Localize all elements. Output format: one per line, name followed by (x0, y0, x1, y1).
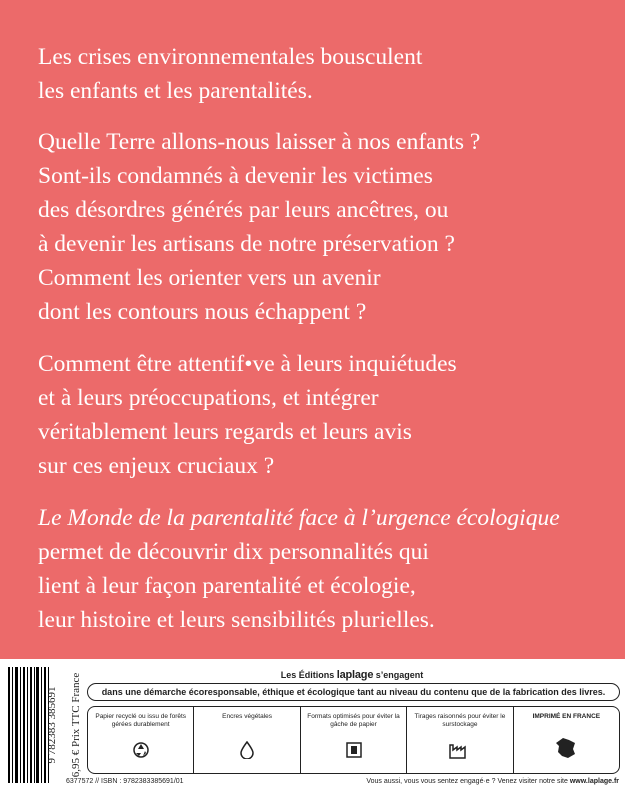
factory-icon (449, 741, 471, 759)
blurb-paragraph-2 (38, 125, 618, 329)
commitment-label: Encres végétales (222, 713, 273, 720)
paper-format-icon (345, 741, 363, 759)
blurb-line: lient à leur façon parentalité et écologie, (38, 573, 416, 599)
commitment-label: Formats optimisés pour éviter la gâche de papier (307, 713, 400, 728)
blurb-paragraph-1 (38, 40, 618, 108)
blurb-line: Comment être attentif•ve à leurs inquiétudes (38, 351, 457, 377)
engagement-statement: dans une démarche écoresponsable, éthique et écologique tant au niveau du contenu que de la fabrication des livres. (87, 683, 620, 701)
invite-text: Vous aussi, vous vous sentez engagé·e ? Venez visiter notre site (366, 778, 568, 785)
engagement-prefix: Les Éditions (280, 670, 335, 680)
eco-commitments (87, 706, 620, 774)
blurb-line: leur histoire et leurs sensibilités plurielles. (38, 607, 435, 633)
commitment-vegetable-inks (194, 707, 300, 773)
blurb-line: dont les contours nous échappent ? (38, 299, 367, 325)
blurb-line: les enfants et les parentalités. (38, 78, 313, 104)
blurb-line: Quelle Terre allons-nous laisser à nos enfants ? (38, 129, 481, 155)
ink-drop-icon (240, 741, 254, 759)
commitment-reasoned-print-runs (407, 707, 513, 773)
engagement-suffix: s’engagent (375, 670, 424, 680)
blurb-line: sur ces enjeux cruciaux ? (38, 453, 275, 479)
commitment-recycled-paper (88, 707, 194, 773)
france-map-icon (555, 737, 577, 759)
commitment-optimized-formats (301, 707, 407, 773)
blurb-line: des désordres générés par leurs ancêtres, ou (38, 197, 449, 223)
blurb-line: permet de découvrir dix personnalités qui (38, 539, 429, 565)
price-label: 6,95 € Prix TTC France (70, 672, 82, 778)
blurb-line: Les crises environnementales bousculent (38, 44, 423, 70)
blurb-line: Sont-ils condamnés à devenir les victimes (38, 163, 433, 189)
commitment-label: Tirages raisonnés pour éviter le surstockage (414, 713, 506, 728)
engagement-heading (87, 669, 617, 681)
commitment-label: IMPRIMÉ EN FRANCE (532, 713, 601, 720)
colophon-area (0, 659, 625, 800)
website-invite (366, 778, 619, 785)
blurb-line: véritablement leurs regards et leurs avis (38, 419, 412, 445)
isbn-reference: 6377572 // ISBN : 9782383385691/01 (66, 778, 184, 785)
publisher-logo: laplage (336, 669, 374, 681)
commitment-label: Papier recyclé ou issu de forêts gérées durablement (95, 713, 187, 728)
commitment-printed-in-france (514, 707, 619, 773)
blurb-line: à devenir les artisans de notre préservation ? (38, 231, 455, 257)
blurb-paragraph-3 (38, 347, 618, 483)
blurb-paragraph-4 (38, 501, 618, 637)
website-link[interactable]: www.laplage.fr (569, 778, 619, 785)
book-title: Le Monde de la parentalité face à l’urgence écologique (38, 505, 560, 531)
blurb-line: Comment les orienter vers un avenir (38, 265, 381, 291)
barcode-digits: 9 782383 385691 (46, 686, 58, 764)
blurb-line: et à leurs préoccupations, et intégrer (38, 385, 379, 411)
recycle-icon (132, 741, 150, 759)
blurb-text (38, 40, 618, 654)
